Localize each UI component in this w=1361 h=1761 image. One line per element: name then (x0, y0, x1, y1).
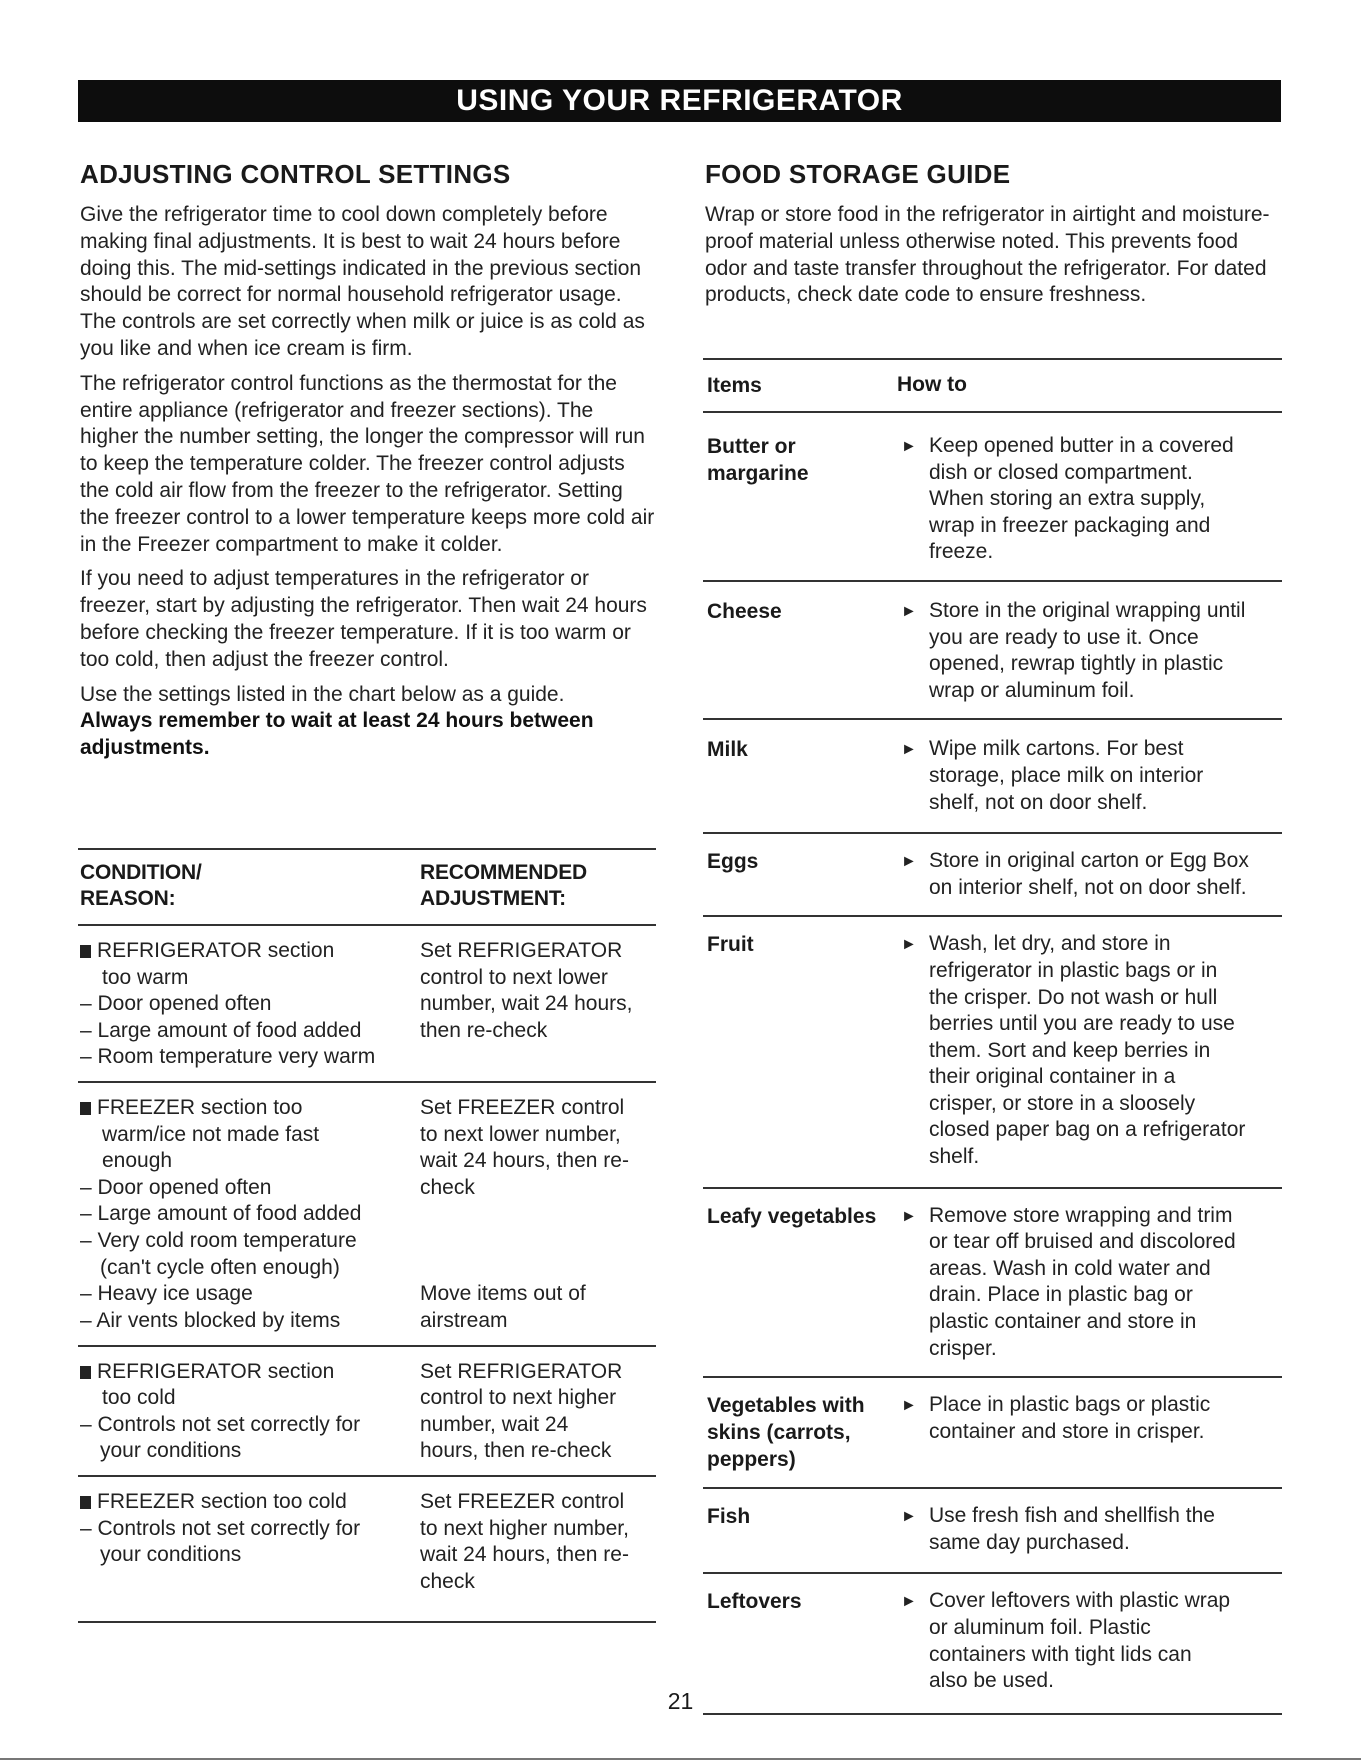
howto-header: How to (897, 373, 967, 396)
table-row (703, 915, 1282, 1186)
condition-text: – Air vents blocked by items (80, 1308, 341, 1332)
howto-text: crisper, or store in a sloosely (929, 1091, 1196, 1115)
howto-text: freeze. (929, 540, 994, 564)
howto-text: storage, place milk on interior (929, 763, 1204, 787)
arrow-bullet-icon: ► (901, 853, 917, 871)
condition-text: – Room temperature very warm (80, 1045, 376, 1069)
page-banner: USING YOUR REFRIGERATOR (78, 80, 1281, 122)
adjustment-text: check (420, 1175, 475, 1199)
adjustment-text: Set REFRIGERATOR (420, 1359, 623, 1383)
howto-text: container and store in crisper. (929, 1419, 1205, 1443)
condition-table-header (78, 848, 656, 924)
condition-text: – Very cold room temperature (80, 1228, 357, 1252)
bullet-square-icon (80, 945, 91, 958)
condition-text: FREEZER section too (97, 1095, 303, 1119)
condition-text: – Heavy ice usage (80, 1282, 253, 1306)
arrow-bullet-icon: ► (901, 1593, 917, 1611)
items-header: Items (707, 374, 762, 397)
howto-text: opened, rewrap tightly in plastic (929, 652, 1224, 676)
reason-header: REASON: (80, 887, 176, 910)
howto-text: crisper. (929, 1336, 997, 1360)
condition-text: – Door opened often (80, 1175, 272, 1199)
adjustment-text: hours, then re-check (420, 1439, 612, 1463)
howto-text: Store in original carton or Egg Box (929, 849, 1249, 873)
howto-text: dish or closed compartment. (929, 460, 1193, 484)
howto-text: When storing an extra supply, (929, 487, 1206, 511)
howto-text: wrap or aluminum foil. (929, 678, 1135, 702)
adjusting-note: Always remember to wait at least 24 hours between adjustments. (80, 709, 594, 760)
adjustment-text: to next lower number, (420, 1122, 621, 1146)
item-name: Leafy vegetables (707, 1204, 877, 1228)
howto-text: shelf. (929, 1145, 980, 1169)
adjustment-text: check (420, 1569, 475, 1593)
item-name: Butter or (707, 435, 796, 458)
condition-text: (can't cycle often enough) (100, 1255, 340, 1279)
howto-text: Remove store wrapping and trim (929, 1203, 1233, 1227)
food-storage-intro: Wrap or store food in the refrigerator in airtight and moisture-proof material unless otherwise noted. This prevents food odor and taste transfer throughout the refrigerator. For dated products, check date code to ensure freshness. (705, 203, 1270, 307)
condition-text: – Large amount of food added (80, 1018, 362, 1042)
adjustment-text: wait 24 hours, then re- (420, 1543, 629, 1567)
item-name: skins (carrots, (707, 1421, 851, 1445)
table-row (703, 1487, 1282, 1572)
howto-text: Cover leftovers with plastic wrap (929, 1589, 1231, 1613)
table-row (703, 580, 1282, 718)
item-name: peppers) (707, 1448, 796, 1472)
howto-text: Store in the original wrapping until (929, 598, 1246, 622)
item-name: Milk (707, 738, 748, 762)
table-row (78, 1345, 656, 1475)
condition-text: too warm (102, 965, 189, 989)
adjusting-para-4: Use the settings listed in the chart below as a guide. (80, 682, 565, 706)
adjustment-text: Set FREEZER control (420, 1095, 625, 1119)
table-row (703, 1376, 1282, 1487)
item-name: Cheese (707, 599, 782, 623)
howto-text: also be used. (929, 1669, 1054, 1693)
adjustment-text: control to next lower (420, 965, 608, 989)
food-storage-table (703, 358, 1282, 1715)
adjusting-para-3: If you need to adjust temperatures in the refrigerator or freezer, start by adjusting the refrigerator. Then wait 24 hours before checking the freezer temperature. If it is too warm or too cold, then adjust the freezer control. (80, 567, 647, 671)
howto-text: drain. Place in plastic bag or (929, 1283, 1193, 1307)
howto-text: plastic container and store in (929, 1310, 1197, 1334)
howto-text: Keep opened butter in a covered (929, 434, 1234, 457)
howto-text: their original container in a (929, 1065, 1176, 1089)
arrow-bullet-icon: ► (901, 438, 917, 455)
adjustment-text: to next higher number, (420, 1516, 629, 1540)
howto-text: refrigerator in plastic bags or in (929, 958, 1218, 982)
arrow-bullet-icon: ► (901, 936, 917, 954)
adjusting-heading: ADJUSTING CONTROL SETTINGS (80, 159, 511, 189)
condition-text: – Large amount of food added (80, 1202, 362, 1226)
table-row (78, 1475, 656, 1623)
adjustment-text: control to next higher (420, 1386, 617, 1410)
condition-text: – Door opened often (80, 992, 272, 1016)
page-number: 21 (667, 1688, 694, 1714)
bullet-square-icon (80, 1102, 91, 1115)
table-row (78, 924, 656, 1081)
arrow-bullet-icon: ► (901, 741, 917, 759)
adjusting-section (80, 158, 655, 770)
bullet-square-icon (80, 1496, 91, 1509)
adjusting-para-2: The refrigerator control functions as the thermostat for the entire appliance (refrigerator and freezer sections). The higher the number setting, the longer the compressor will run to keep the temperature colder. The freezer control adjusts the cold air flow from the freezer to the refrigerator. Setting the freezer control to a lower temperature keeps more cold air in the Freezer compartment to make it colder. (80, 371, 655, 556)
condition-text: REFRIGERATOR section (97, 939, 335, 962)
item-name: Vegetables with (707, 1394, 865, 1418)
arrow-bullet-icon: ► (901, 602, 917, 620)
condition-text: – Controls not set correctly for (80, 1412, 361, 1436)
howto-text: Place in plastic bags or plastic (929, 1393, 1211, 1417)
condition-text: warm/ice not made fast (102, 1122, 320, 1146)
food-table-header (703, 358, 1282, 411)
item-name: Fish (707, 1505, 751, 1529)
table-row (703, 718, 1282, 832)
arrow-bullet-icon: ► (901, 1207, 917, 1225)
condition-text: FREEZER section too cold (97, 1489, 347, 1513)
howto-text: areas. Wash in cold water and (929, 1256, 1211, 1280)
adjustment-text: then re-check (420, 1018, 548, 1042)
condition-text: your conditions (100, 1439, 242, 1463)
condition-table (78, 848, 656, 1623)
condition-text: – Controls not set correctly for (80, 1516, 361, 1540)
howto-text: or aluminum foil. Plastic (929, 1616, 1151, 1639)
howto-text: them. Sort and keep berries in (929, 1038, 1211, 1062)
condition-text: enough (102, 1149, 173, 1173)
condition-text: too cold (102, 1386, 176, 1410)
recommended-header: RECOMMENDED (420, 861, 587, 884)
howto-text: you are ready to use it. Once (929, 625, 1199, 649)
howto-text: closed paper bag on a refrigerator (929, 1118, 1246, 1142)
howto-text: same day purchased. (929, 1530, 1130, 1554)
bottom-rule (0, 1758, 1361, 1760)
adjustment-header: ADJUSTMENT: (420, 887, 566, 910)
howto-text: wrap in freezer packaging and (929, 513, 1211, 537)
table-row (703, 832, 1282, 915)
table-row (78, 1081, 656, 1345)
bullet-square-icon (80, 1366, 91, 1379)
item-name: Leftovers (707, 1590, 802, 1614)
food-storage-section (705, 158, 1282, 317)
arrow-bullet-icon: ► (901, 1508, 917, 1526)
adjustment-text: Set REFRIGERATOR (420, 939, 623, 962)
adjustment-text: number, wait 24 hours, (420, 992, 633, 1016)
adjustment-text: number, wait 24 (420, 1412, 569, 1436)
condition-text: REFRIGERATOR section (97, 1359, 335, 1383)
howto-text: the crisper. Do not wash or hull (929, 985, 1218, 1009)
item-name: margarine (707, 462, 809, 485)
howto-text: or tear off bruised and discolored (929, 1230, 1236, 1254)
adjustment-text: Move items out of (420, 1282, 586, 1306)
item-name: Fruit (707, 933, 754, 957)
howto-text: Use fresh fish and shellfish the (929, 1504, 1215, 1528)
adjustment-text: Set FREEZER control (420, 1489, 625, 1513)
adjustment-text: airstream (420, 1308, 508, 1332)
table-row (703, 411, 1282, 580)
table-row (703, 1187, 1282, 1377)
howto-text: shelf, not on door shelf. (929, 790, 1148, 814)
arrow-bullet-icon: ► (901, 1397, 917, 1415)
howto-text: Wipe milk cartons. For best (929, 737, 1184, 761)
item-name: Eggs (707, 850, 759, 874)
howto-text: Wash, let dry, and store in (929, 932, 1171, 956)
howto-text: on interior shelf, not on door shelf. (929, 875, 1247, 899)
adjustment-text: wait 24 hours, then re- (420, 1149, 629, 1173)
howto-text: containers with tight lids can (929, 1642, 1192, 1666)
condition-header: CONDITION/ (80, 861, 202, 884)
food-rows (703, 411, 1282, 1715)
food-storage-heading: FOOD STORAGE GUIDE (705, 159, 1011, 189)
adjusting-para-1: Give the refrigerator time to cool down completely before making final adjustments. It is best to wait 24 hours before doing this. The mid-settings indicated in the previous section should be correct for normal household refrigerator usage. The controls are set correctly when milk or juice is as cold as you like and when ice cream is firm. (80, 203, 645, 360)
howto-text: berries until you are ready to use (929, 1012, 1235, 1036)
condition-text: your conditions (100, 1543, 242, 1567)
